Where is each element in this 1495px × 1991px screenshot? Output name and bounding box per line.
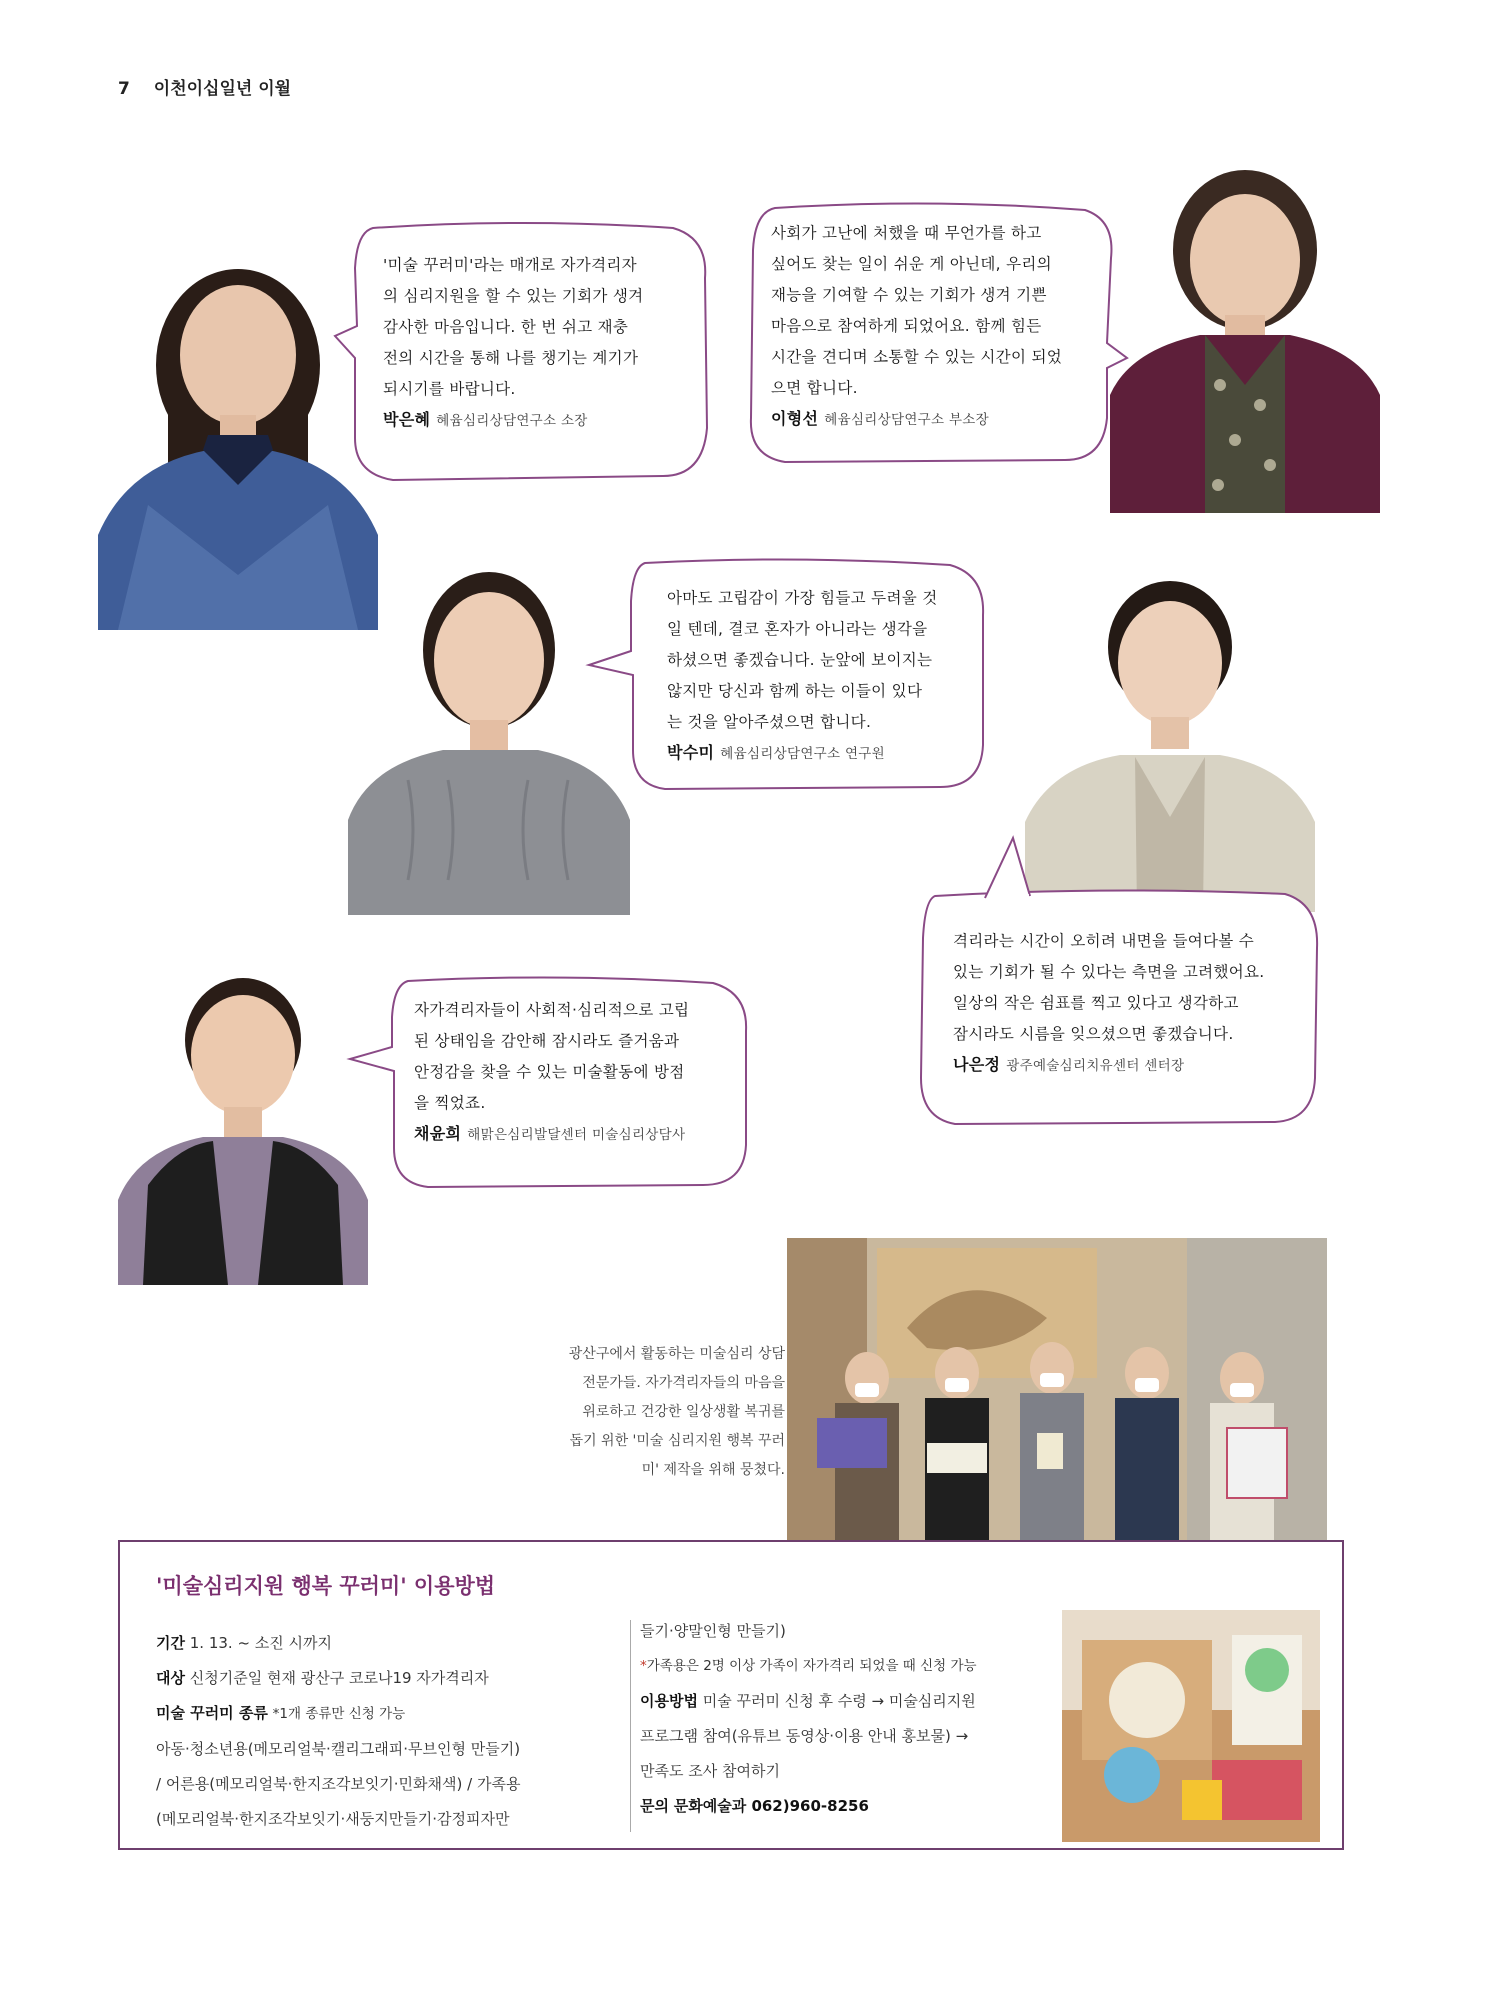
- caption-line: 위로하고 건강한 일상생활 복귀를: [582, 1404, 785, 1420]
- issue-title: 이천이십일년 이월: [153, 79, 292, 99]
- method-line: 만족도 조사 참여하기: [640, 1762, 780, 1780]
- page-number: 7: [118, 79, 130, 99]
- quote-line: 전의 시간을 통해 나를 챙기는 계기가: [383, 349, 639, 367]
- quote-line: 된 상태임을 감안해 잠시라도 즐거움과: [414, 1032, 680, 1050]
- quote-bubble-1: [333, 218, 713, 486]
- portrait-chae-yunhee: [118, 965, 368, 1285]
- speaker-name: 이형선: [771, 409, 819, 428]
- quote-bubble-4: [905, 838, 1325, 1130]
- info-right-column: [640, 1614, 1048, 1824]
- quote-line: 하셨으면 좋겠습니다. 눈앞에 보이지는: [667, 651, 933, 669]
- quote-line: 일 텐데, 결코 혼자가 아니라는 생각을: [667, 620, 928, 638]
- contact-label: 문의: [640, 1797, 669, 1815]
- speaker-org: 혜윰심리상담연구소 부소장: [824, 412, 989, 428]
- quote-line: 아마도 고립감이 가장 힘들고 두려울 것: [667, 589, 938, 607]
- contact-value: 문화예술과 062)960-8256: [673, 1797, 869, 1815]
- speaker-org: 광주예술심리치유센터 센터장: [1006, 1058, 1185, 1074]
- quote-line: 는 것을 알아주셨으면 합니다.: [667, 713, 872, 731]
- quote-bubble-3: [585, 555, 990, 793]
- kinds-line: / 어른용(메모리얼북·한지조각보잇기·민화채색) / 가족용: [156, 1775, 521, 1793]
- usage-info-box: [118, 1540, 1344, 1850]
- quote-line: 시간을 견디며 소통할 수 있는 시간이 되었: [771, 348, 1063, 366]
- caption-line: 돕기 위한 '미술 심리지원 행복 꾸러: [569, 1433, 785, 1449]
- speaker-name: 박은혜: [383, 410, 431, 429]
- kinds-label: 미술 꾸러미 종류: [156, 1704, 268, 1722]
- method-line: 프로그램 참여(유튜브 동영상·이용 안내 홍보물) →: [640, 1727, 969, 1745]
- quote-line: 있는 기회가 될 수 있다는 측면을 고려했어요.: [953, 963, 1265, 981]
- info-title: '미술심리지원 행복 꾸러미' 이용방법: [156, 1574, 496, 1598]
- art-kit-photo: [1062, 1610, 1320, 1842]
- quote-line: 않지만 당신과 함께 하는 이들이 있다: [667, 682, 923, 700]
- method-line: 미술 꾸러미 신청 후 수령 → 미술심리지원: [702, 1692, 976, 1710]
- quote-line: 재능을 기여할 수 있는 기회가 생겨 기쁜: [771, 286, 1047, 304]
- caption-line: 미' 제작을 위해 뭉쳤다.: [641, 1462, 785, 1478]
- caption-line: 전문가들. 자가격리자들의 마음을: [582, 1375, 785, 1391]
- quote-line: 으면 합니다.: [771, 379, 858, 397]
- portrait-lee-hyungsun: [1110, 155, 1380, 513]
- quote-line: 의 심리지원을 할 수 있는 기회가 생겨: [383, 287, 644, 305]
- quote-line: '미술 꾸러미'라는 매개로 자가격리자: [383, 256, 637, 274]
- method-label: 이용방법: [640, 1692, 698, 1710]
- speaker-name: 나은정: [953, 1055, 1001, 1074]
- speaker-org: 혜윰심리상담연구소 소장: [436, 413, 588, 429]
- family-note: 가족용은 2명 이상 가족이 자가격리 되었을 때 신청 가능: [646, 1658, 977, 1674]
- period-value: 1. 13. ~ 소진 시까지: [189, 1634, 333, 1652]
- quote-line: 싶어도 찾는 일이 쉬운 게 아닌데, 우리의: [771, 255, 1052, 273]
- column-divider: [630, 1620, 631, 1832]
- kinds-line: (메모리얼북·한지조각보잇기·새둥지만들기·감정피자만: [156, 1810, 510, 1828]
- quote-line: 격리라는 시간이 오히려 내면을 들여다볼 수: [953, 932, 1255, 950]
- quote-line: 자가격리자들이 사회적·심리적으로 고립: [414, 1001, 690, 1019]
- photo-caption: [500, 1340, 785, 1485]
- speaker-name: 채윤희: [414, 1124, 462, 1143]
- quote-line: 사회가 고난에 처했을 때 무언가를 하고: [771, 224, 1042, 242]
- quote-line: 마음으로 참여하게 되었어요. 함께 힘든: [771, 317, 1042, 335]
- group-photo: [787, 1238, 1327, 1540]
- quote-line: 안정감을 찾을 수 있는 미술활동에 방점: [414, 1063, 685, 1081]
- quote-line: 잠시라도 시름을 잊으셨으면 좋겠습니다.: [953, 1025, 1234, 1043]
- kinds-continued: 들기·양말인형 만들기): [640, 1622, 786, 1640]
- target-value: 신청기준일 현재 광산구 코로나19 자가격리자: [189, 1669, 489, 1687]
- quote-bubble-2: [735, 198, 1125, 468]
- note-star: *: [640, 1658, 647, 1674]
- caption-line: 광산구에서 활동하는 미술심리 상담: [568, 1346, 785, 1362]
- quote-bubble-5: [348, 973, 753, 1191]
- info-left-column: [156, 1626, 712, 1837]
- quote-line: 되시기를 바랍니다.: [383, 380, 516, 398]
- speaker-org: 혜윰심리상담연구소 연구원: [720, 746, 885, 762]
- quote-line: 을 찍었죠.: [414, 1094, 486, 1112]
- quote-line: 일상의 작은 쉼표를 찍고 있다고 생각하고: [953, 994, 1239, 1012]
- speaker-org: 해맑은심리발달센터 미술심리상담사: [467, 1127, 686, 1143]
- target-label: 대상: [156, 1669, 185, 1687]
- kinds-line: 아동·청소년용(메모리얼북·캘리그래피·무브인형 만들기): [156, 1740, 521, 1758]
- speaker-name: 박수미: [667, 743, 715, 762]
- quote-line: 감사한 마음입니다. 한 번 쉬고 재충: [383, 318, 629, 336]
- kinds-note: *1개 종류만 신청 가능: [272, 1706, 406, 1722]
- page-header: [118, 74, 291, 99]
- period-label: 기간: [156, 1634, 185, 1652]
